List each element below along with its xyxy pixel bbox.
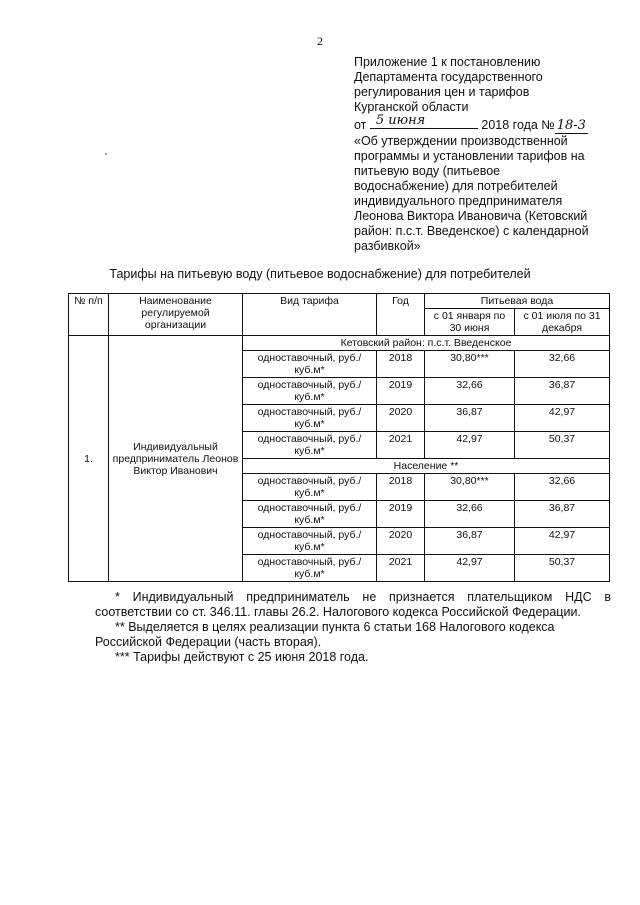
appendix-header [354,55,614,254]
tariff-value-h2: 32,66 [515,474,610,501]
tariff-year: 2020 [377,405,425,432]
header-period1: с 01 января по 30 июня [425,309,515,336]
tariff-value-h1: 42,97 [425,432,515,459]
tariff-value-h1: 42,97 [425,555,515,582]
date-year: 2018 года № [481,118,555,132]
tariff-type: одноставочный, руб./куб.м* [243,501,377,528]
tariff-type: одноставочный, руб./куб.м* [243,405,377,432]
date-handwritten: 5 июня [375,113,426,128]
section-label: Население ** [243,459,610,474]
appendix-title-line: программы и установлении тарифов на [354,149,585,163]
tariff-table [68,293,610,582]
date-prefix: от [354,118,367,132]
page-number: 2 [317,34,323,48]
tariff-value-h1: 32,66 [425,378,515,405]
footnote-effective-date: *** Тарифы действуют с 25 июня 2018 года. [115,650,369,664]
appendix-title-line: Леонова Виктора Ивановича (Кетовский [354,209,588,223]
org-name: Индивидуальный предприниматель Леонов Виктор Иванович [109,336,243,582]
tariff-year: 2018 [377,351,425,378]
tariff-value-h1: 36,87 [425,405,515,432]
section-label: Кетовский район: п.с.т. Введенское [243,336,610,351]
tariff-year: 2019 [377,378,425,405]
stray-mark: · [104,146,108,160]
appendix-title-line: индивидуального предпринимателя [354,194,563,208]
footnotes [95,590,611,665]
table-title: Тарифы на питьевую воду (питьевое водоснабжение) для потребителей [109,267,531,281]
tariff-year: 2018 [377,474,425,501]
table-section-row [69,336,610,351]
appendix-title-line: район: п.с.т. Введенское) с календарной [354,224,589,238]
tariff-value-h2: 50,37 [515,555,610,582]
tariff-value-h2: 36,87 [515,501,610,528]
footnote-vat: * Индивидуальный предприниматель не признается плательщиком НДС в соответствии со ст. 346.11. главы 26.2. Налогового кодекса Российской Федерации. [95,590,611,619]
appendix-date-line [354,115,614,134]
appendix-title-line: водоснабжение) для потребителей [354,179,558,193]
tariff-type: одноставочный, руб./куб.м* [243,351,377,378]
header-type: Вид тарифа [243,294,377,336]
appendix-title-line: «Об утверждении производственной [354,134,568,148]
header-year: Год [377,294,425,336]
date-field [370,115,478,129]
tariff-type: одноставочный, руб./куб.м* [243,378,377,405]
header-period2: с 01 июля по 31 декабря [515,309,610,336]
appendix-title-line: питьевую воду (питьевое [354,164,501,178]
tariff-value-h2: 42,97 [515,528,610,555]
appendix-line: Департамента государственного [354,70,543,84]
tariff-type: одноставочный, руб./куб.м* [243,474,377,501]
tariff-value-h2: 36,87 [515,378,610,405]
tariff-type: одноставочный, руб./куб.м* [243,555,377,582]
tariff-value-h2: 42,97 [515,405,610,432]
tariff-year: 2021 [377,432,425,459]
tariff-value-h1: 30,80*** [425,474,515,501]
tariff-year: 2019 [377,501,425,528]
tariff-type: одноставочный, руб./куб.м* [243,432,377,459]
appendix-line: Приложение 1 к постановлению [354,55,541,69]
tariff-value-h1: 36,87 [425,528,515,555]
tariff-value-h2: 32,66 [515,351,610,378]
tariff-type: одноставочный, руб./куб.м* [243,528,377,555]
appendix-title-line: разбивкой» [354,239,421,253]
header-org: Наименование регулируемой организации [109,294,243,336]
tariff-value-h1: 30,80*** [425,351,515,378]
footnote-population: ** Выделяется в целях реализации пункта 6 статьи 168 Налогового кодекса Российской Федерации (часть вторая). [95,620,555,649]
table-header-row [69,294,610,309]
tariff-value-h1: 32,66 [425,501,515,528]
tariff-year: 2021 [377,555,425,582]
header-num: № п/п [69,294,109,336]
tariff-year: 2020 [377,528,425,555]
appendix-line: регулирования цен и тарифов [354,85,530,99]
tariff-value-h2: 50,37 [515,432,610,459]
number-handwritten: 18-3 [556,118,586,133]
header-water: Питьевая вода [425,294,610,309]
row-number: 1. [69,336,109,582]
appendix-line: Курганской области [354,100,469,114]
